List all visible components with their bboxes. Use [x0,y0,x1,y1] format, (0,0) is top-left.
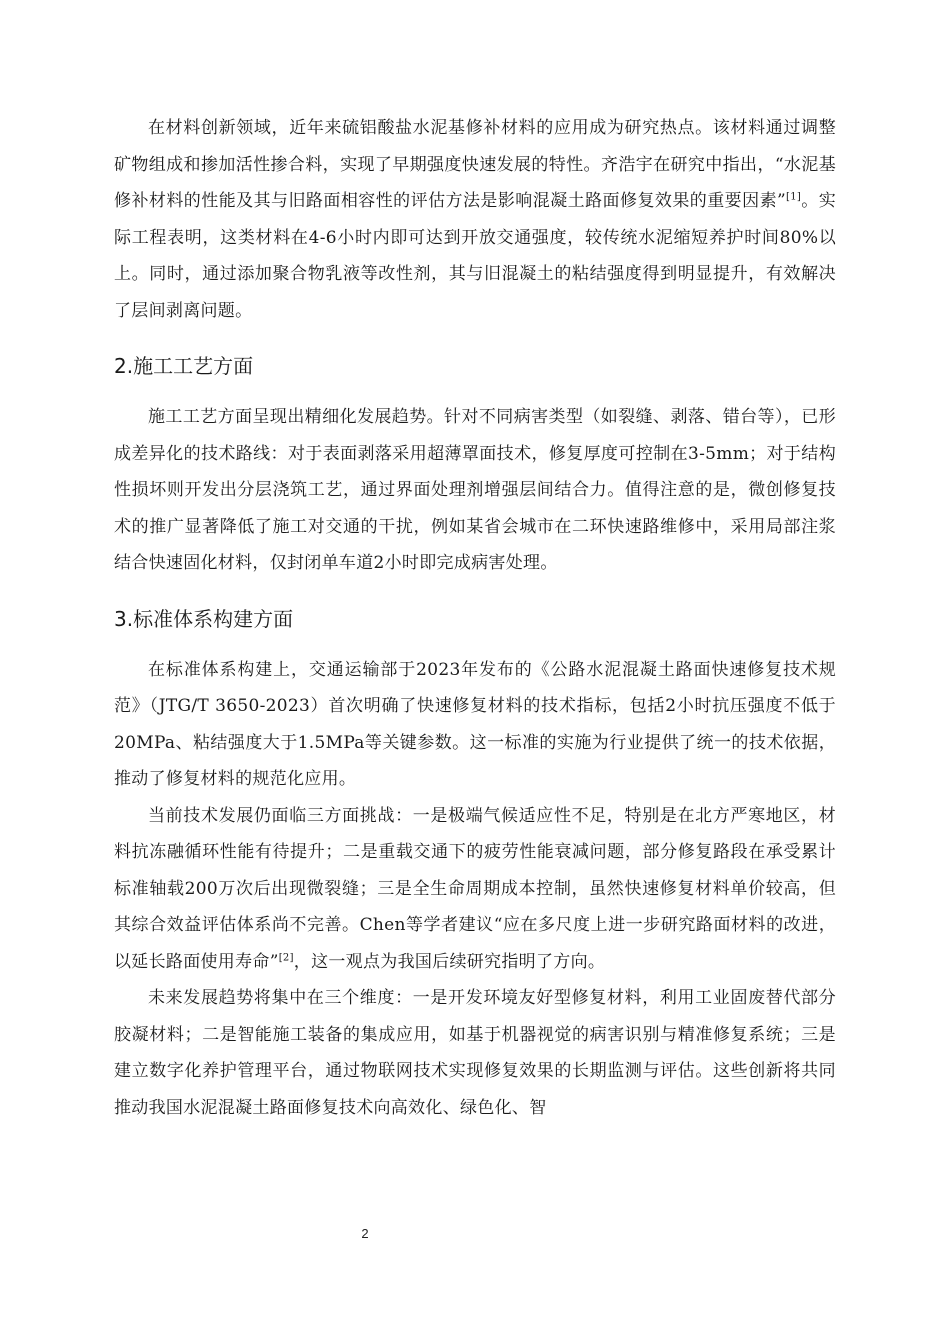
citation-ref-2: [2] [278,951,294,963]
paragraph-text: 在材料创新领域，近年来硫铝酸盐水泥基修补材料的应用成为研究热点。该材料通过调整矿物组成和掺加活性掺合料，实现了早期强度快速发展的特性。齐浩宇在研究中指出，“水泥基修补材料的性能及其与旧路面相容性的评估方法是影响混凝土路面修复效果的重要因素” [114,118,836,211]
paragraph-text: 。实际工程表明，这类材料在4-6小时内即可达到开放交通强度，较传统水泥缩短养护时间80%以上。同时，通过添加聚合物乳液等改性剂，其与旧混凝土的粘结强度得到明显提升，有效解决了层间剥离问题。 [114,191,836,321]
paragraph-construction-process: 施工工艺方面呈现出精细化发展趋势。针对不同病害类型（如裂缝、剥落、错台等），已形成差异化的技术路线：对于表面剥落采用超薄罩面技术，修复厚度可控制在3-5mm；对于结构性损坏则开发出分层浇筑工艺，通过界面处理剂增强层间结合力。值得注意的是，微创修复技术的推广显著降低了施工对交通的干扰，例如某省会城市在二环快速路维修中，采用局部注浆结合快速固化材料，仅封闭单车道2小时即完成病害处理。 [114,407,836,573]
section-heading-standards: 3.标准体系构建方面 [114,606,294,631]
paragraph-text: 当前技术发展仍面临三方面挑战：一是极端气候适应性不足，特别是在北方严寒地区，材料抗冻融循环性能有待提升；二是重载交通下的疲劳性能衰减问题，部分修复路段在承受累计标准轴载200万次后出现微裂缝；三是全生命周期成本控制，虽然快速修复材料单价较高，但其综合效益评估体系尚不完善。Chen等学者建议“应在多尺度上进一步研究路面材料的改进，以延长路面使用寿命” [114,805,836,972]
paragraph-material-innovation [114,110,836,329]
section-heading-construction: 2.施工工艺方面 [114,354,254,378]
paragraph-future-trends: 未来发展趋势将集中在三个维度：一是开发环境友好型修复材料，利用工业固废替代部分胶凝材料；二是智能施工装备的集成应用，如基于机器视觉的病害识别与精准修复系统；三是建立数字化养护管理平台，通过物联网技术实现修复效果的长期监测与评估。这些创新将共同推动我国水泥混凝土路面修复技术向高效化、绿色化、智 [114,988,836,1118]
page-number: 2 [361,1226,369,1241]
citation-ref-1: [1] [786,191,802,203]
document-body [114,110,836,1126]
paragraph-challenges [114,798,836,981]
paragraph-text: ，这一观点为我国后续研究指明了方向。 [293,951,606,972]
paragraph-standards: 在标准体系构建上，交通运输部于2023年发布的《公路水泥混凝土路面快速修复技术规范》（JTG/T 3650-2023）首次明确了快速修复材料的技术指标，包括2小时抗压强度不低于20MPa、粘结强度大于1.5MPa等关键参数。这一标准的实施为行业提供了统一的技术依据，推动了修复材料的规范化应用。 [114,659,836,789]
